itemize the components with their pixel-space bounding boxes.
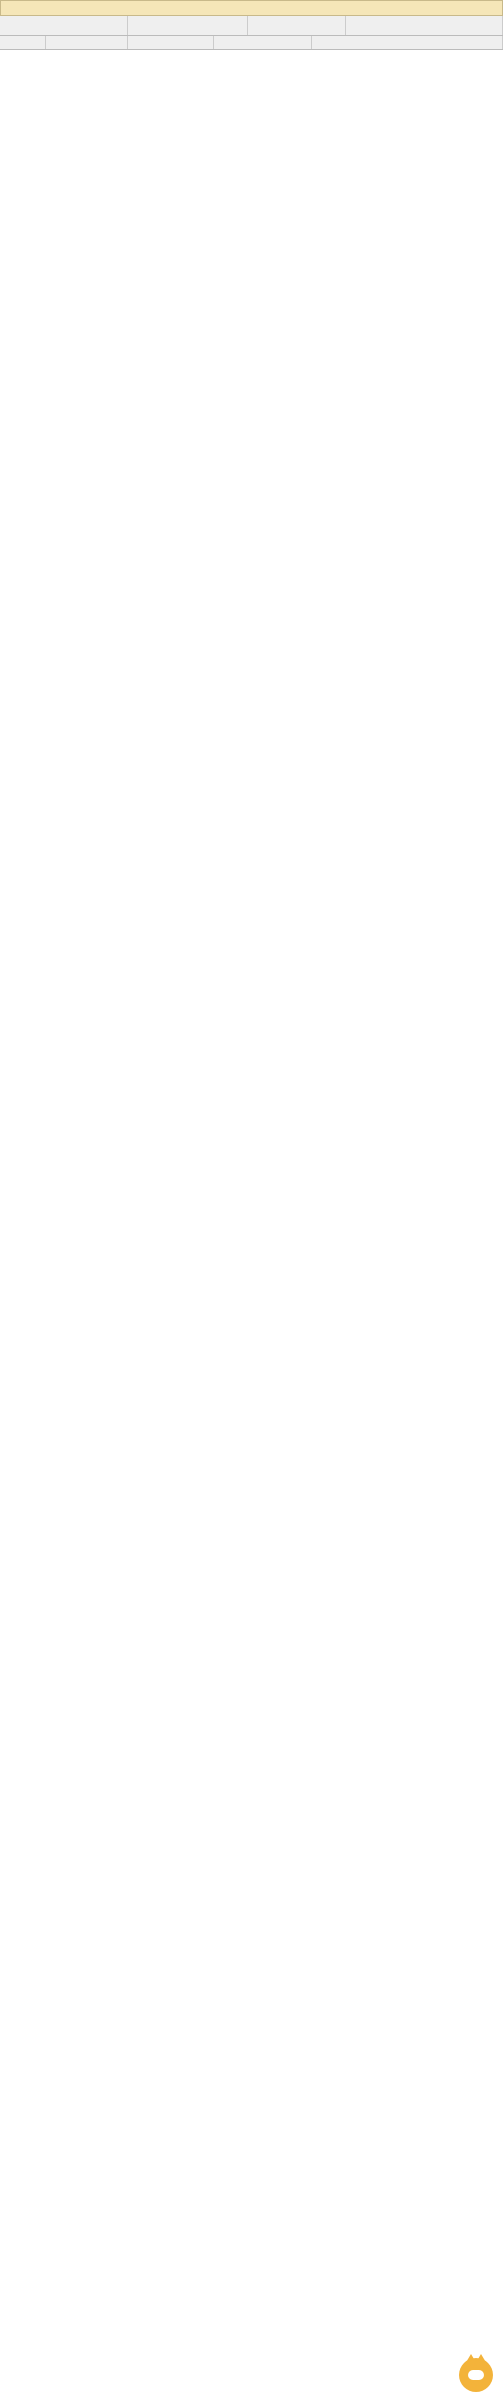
watermark (459, 2358, 497, 2392)
col-mount-steps (346, 16, 503, 35)
col-mount-cond (128, 16, 248, 35)
mount-title (0, 0, 503, 16)
mount-section (0, 0, 503, 36)
col-spacer (248, 16, 346, 35)
cat-logo-icon (459, 2358, 493, 2392)
col-reward (0, 16, 128, 35)
mount-header (0, 16, 503, 36)
